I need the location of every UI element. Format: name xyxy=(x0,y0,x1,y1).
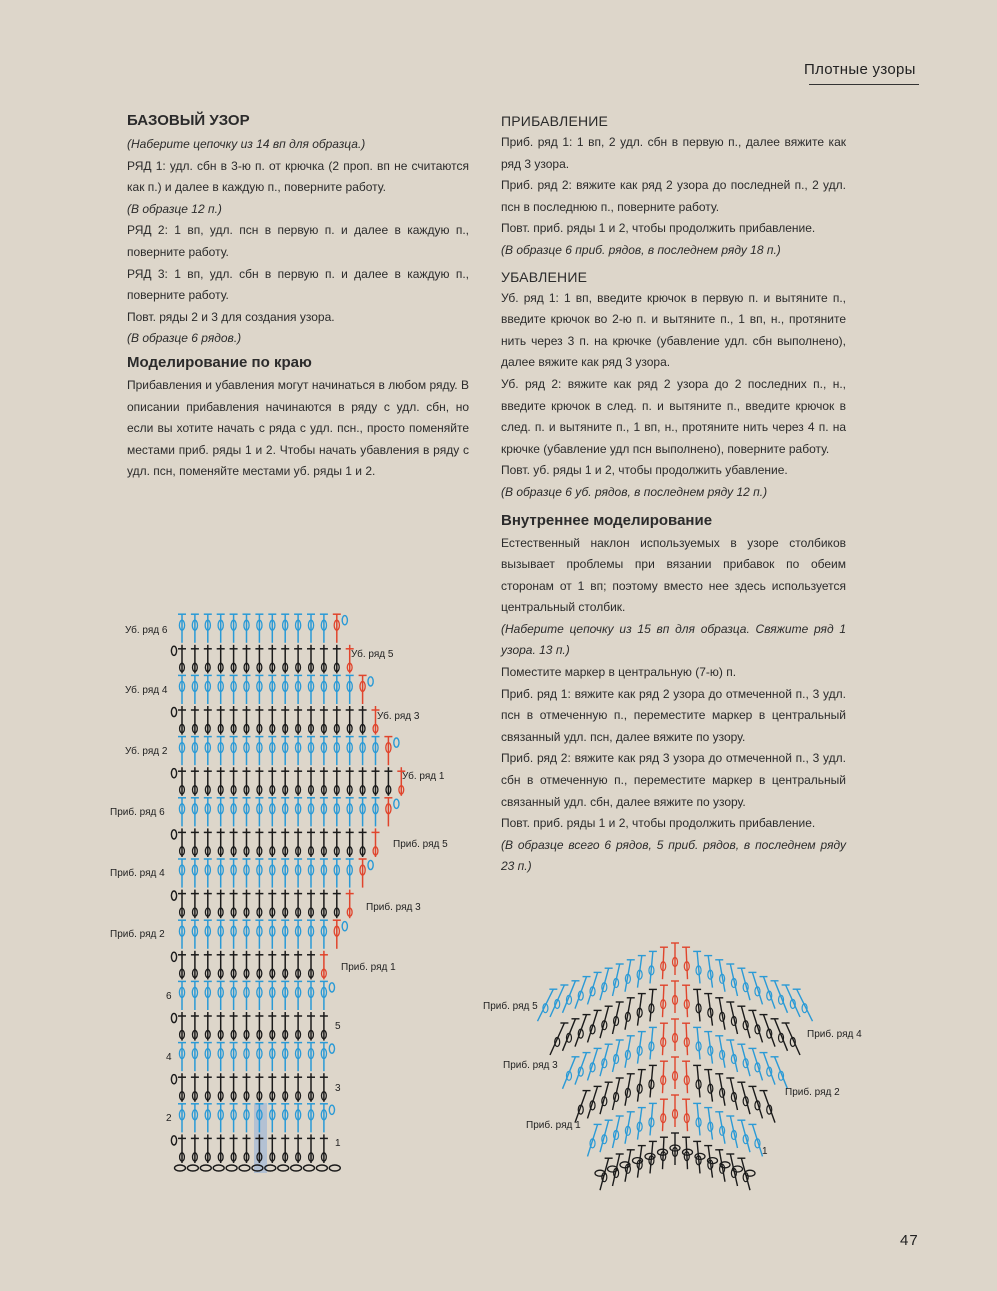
chart1-label: Уб. ряд 5 xyxy=(351,649,394,660)
paragraph: РЯД 1: удл. сбн в 3-ю п. от крючка (2 проп. вп не считаются как п.) и далее в каждую п., поверните работу. xyxy=(127,158,469,195)
paragraph: (Наберите цепочку из 15 вп для образца. Свяжите ряд 1 узора. 13 п.) xyxy=(501,621,846,658)
chart1-label: Приб. ряд 4 xyxy=(110,868,165,879)
heading-basic-pattern: БАЗОВЫЙ УЗОР xyxy=(127,112,250,129)
paragraph: Уб. ряд 1: 1 вп, введите крючок в первую п. и вытяните п., введите крючок во 2-ю п. и вытяните п., 1 вп, н., протяните нить через 3 п. на крючке (убавление удл. сбн выполнено), далее вяжите как ряд 3 узора. xyxy=(501,290,846,370)
paragraph: (В образце 6 рядов.) xyxy=(127,331,242,346)
chart1-label: 4 xyxy=(166,1052,172,1063)
chart2-label: 1 xyxy=(762,1146,768,1157)
paragraph: Приб. ряд 2: вяжите как ряд 2 узора до последней п., 2 удл. псн в последнюю п., поверните работу. xyxy=(501,178,846,214)
paragraph: Повт. приб. ряды 1 и 2, чтобы продолжить прибавление. xyxy=(501,221,816,236)
chart2-label: Приб. ряд 4 xyxy=(807,1029,862,1040)
page-number: 47 xyxy=(900,1232,919,1249)
paragraph: Повт. уб. ряды 1 и 2, чтобы продолжить убавление. xyxy=(501,463,788,478)
chart1-label: Приб. ряд 6 xyxy=(110,807,165,818)
paragraph: Повт. ряды 2 и 3 для создания узора. xyxy=(127,309,335,324)
heading-decrease: УБАВЛЕНИЕ xyxy=(501,268,588,285)
chart1-label: Приб. ряд 1 xyxy=(341,962,396,973)
chart2-label: Приб. ряд 1 xyxy=(526,1120,581,1131)
paragraph: Поместите маркер в центральную (7-ю) п. xyxy=(501,665,737,680)
section-title: Плотные узоры xyxy=(804,61,916,78)
chart1-label: Приб. ряд 3 xyxy=(366,902,421,913)
heading-increase: ПРИБАВЛЕНИЕ xyxy=(501,113,609,129)
paragraph: (В образце 6 приб. рядов, в последнем ряду 18 п.) xyxy=(501,242,781,257)
chart1-label: Уб. ряд 2 xyxy=(125,746,168,757)
chart2-label: Приб. ряд 2 xyxy=(785,1087,840,1098)
chart1-label: Приб. ряд 2 xyxy=(110,929,165,940)
chart1-label: 1 xyxy=(335,1138,341,1149)
chart1-label: Приб. ряд 5 xyxy=(393,839,448,850)
chart2-label: Приб. ряд 5 xyxy=(483,1001,538,1012)
chart1-label: Уб. ряд 1 xyxy=(402,771,445,782)
paragraph: РЯД 2: 1 вп, удл. псн в первую п. и далее в каждую п., поверните работу. xyxy=(127,223,469,259)
chart1-label: 6 xyxy=(166,991,172,1002)
chart1-label: Уб. ряд 3 xyxy=(377,711,420,722)
paragraph: (Наберите цепочку из 14 вп для образца.) xyxy=(127,137,366,151)
inner-shaping-chart xyxy=(538,943,813,1190)
chart1-label: Уб. ряд 4 xyxy=(125,685,168,696)
paragraph: Приб. ряд 1: вяжите как ряд 2 узора до отмеченной п., 3 удл. псн в отмеченную п., переместите маркер в центральный связанный удл. псн, далее вяжите по узору. xyxy=(501,686,846,744)
paragraph: Прибавления и убавления могут начинаться в любом ряду. В описании прибавления начинаются в ряду с удл. сбн, но если вы хотите начать с ряда с удл. псн., просто поменяйте местами приб. ряды 1 и 2. Чтобы начать убавления в ряду с удл. псн, поменяйте местами уб. ряды 1 и 2. xyxy=(127,377,469,479)
paragraph: Уб. ряд 2: вяжите как ряд 2 узора до 2 последних п., н., введите крючок в след. п. и вытяните п., введите крючок в след. п. и вытяните п., 1 вп, н., протяните нить через 4 п. на крючке (убавление удл псн выполнено), поверните работу. xyxy=(501,376,846,456)
paragraph: (В образце 6 уб. рядов, в последнем ряду 12 п.) xyxy=(501,484,768,499)
heading-edge-shaping: Моделирование по краю xyxy=(127,353,312,371)
chart1-label: 3 xyxy=(335,1083,341,1094)
chart1-label: 2 xyxy=(166,1113,172,1124)
chart2-label: Приб. ряд 3 xyxy=(503,1060,558,1071)
heading-inner-shaping: Внутреннее моделирование xyxy=(501,511,713,529)
paragraph: (В образце 12 п.) xyxy=(127,201,222,216)
paragraph: Естественный наклон используемых в узоре столбиков вызывает проблемы при вязании прибавок по обеим сторонам от 1 вп; поэтому вместо нее здесь используется центральный столбик. xyxy=(501,535,846,615)
edge-shaping-chart xyxy=(171,614,405,1173)
chart1-label: Уб. ряд 6 xyxy=(125,625,168,636)
chart1-label: 5 xyxy=(335,1021,341,1032)
paragraph: Приб. ряд 1: 1 вп, 2 удл. сбн в первую п., далее вяжите как ряд 3 узора. xyxy=(501,135,846,171)
paragraph: Приб. ряд 2: вяжите как ряд 3 узора до отмеченной п., 3 удл. сбн в отмеченную п., переместите маркер в центральный связанный удл. сбн, далее вяжите по узору. xyxy=(501,751,846,809)
paragraph: Повт. приб. ряды 1 и 2, чтобы продолжить прибавление. xyxy=(501,816,816,831)
paragraph: (В образце всего 6 рядов, 5 приб. рядов, в последнем ряду 23 п.) xyxy=(501,837,846,874)
paragraph: РЯД 3: 1 вп, удл. сбн в первую п. и далее в каждую п., поверните работу. xyxy=(127,266,469,303)
